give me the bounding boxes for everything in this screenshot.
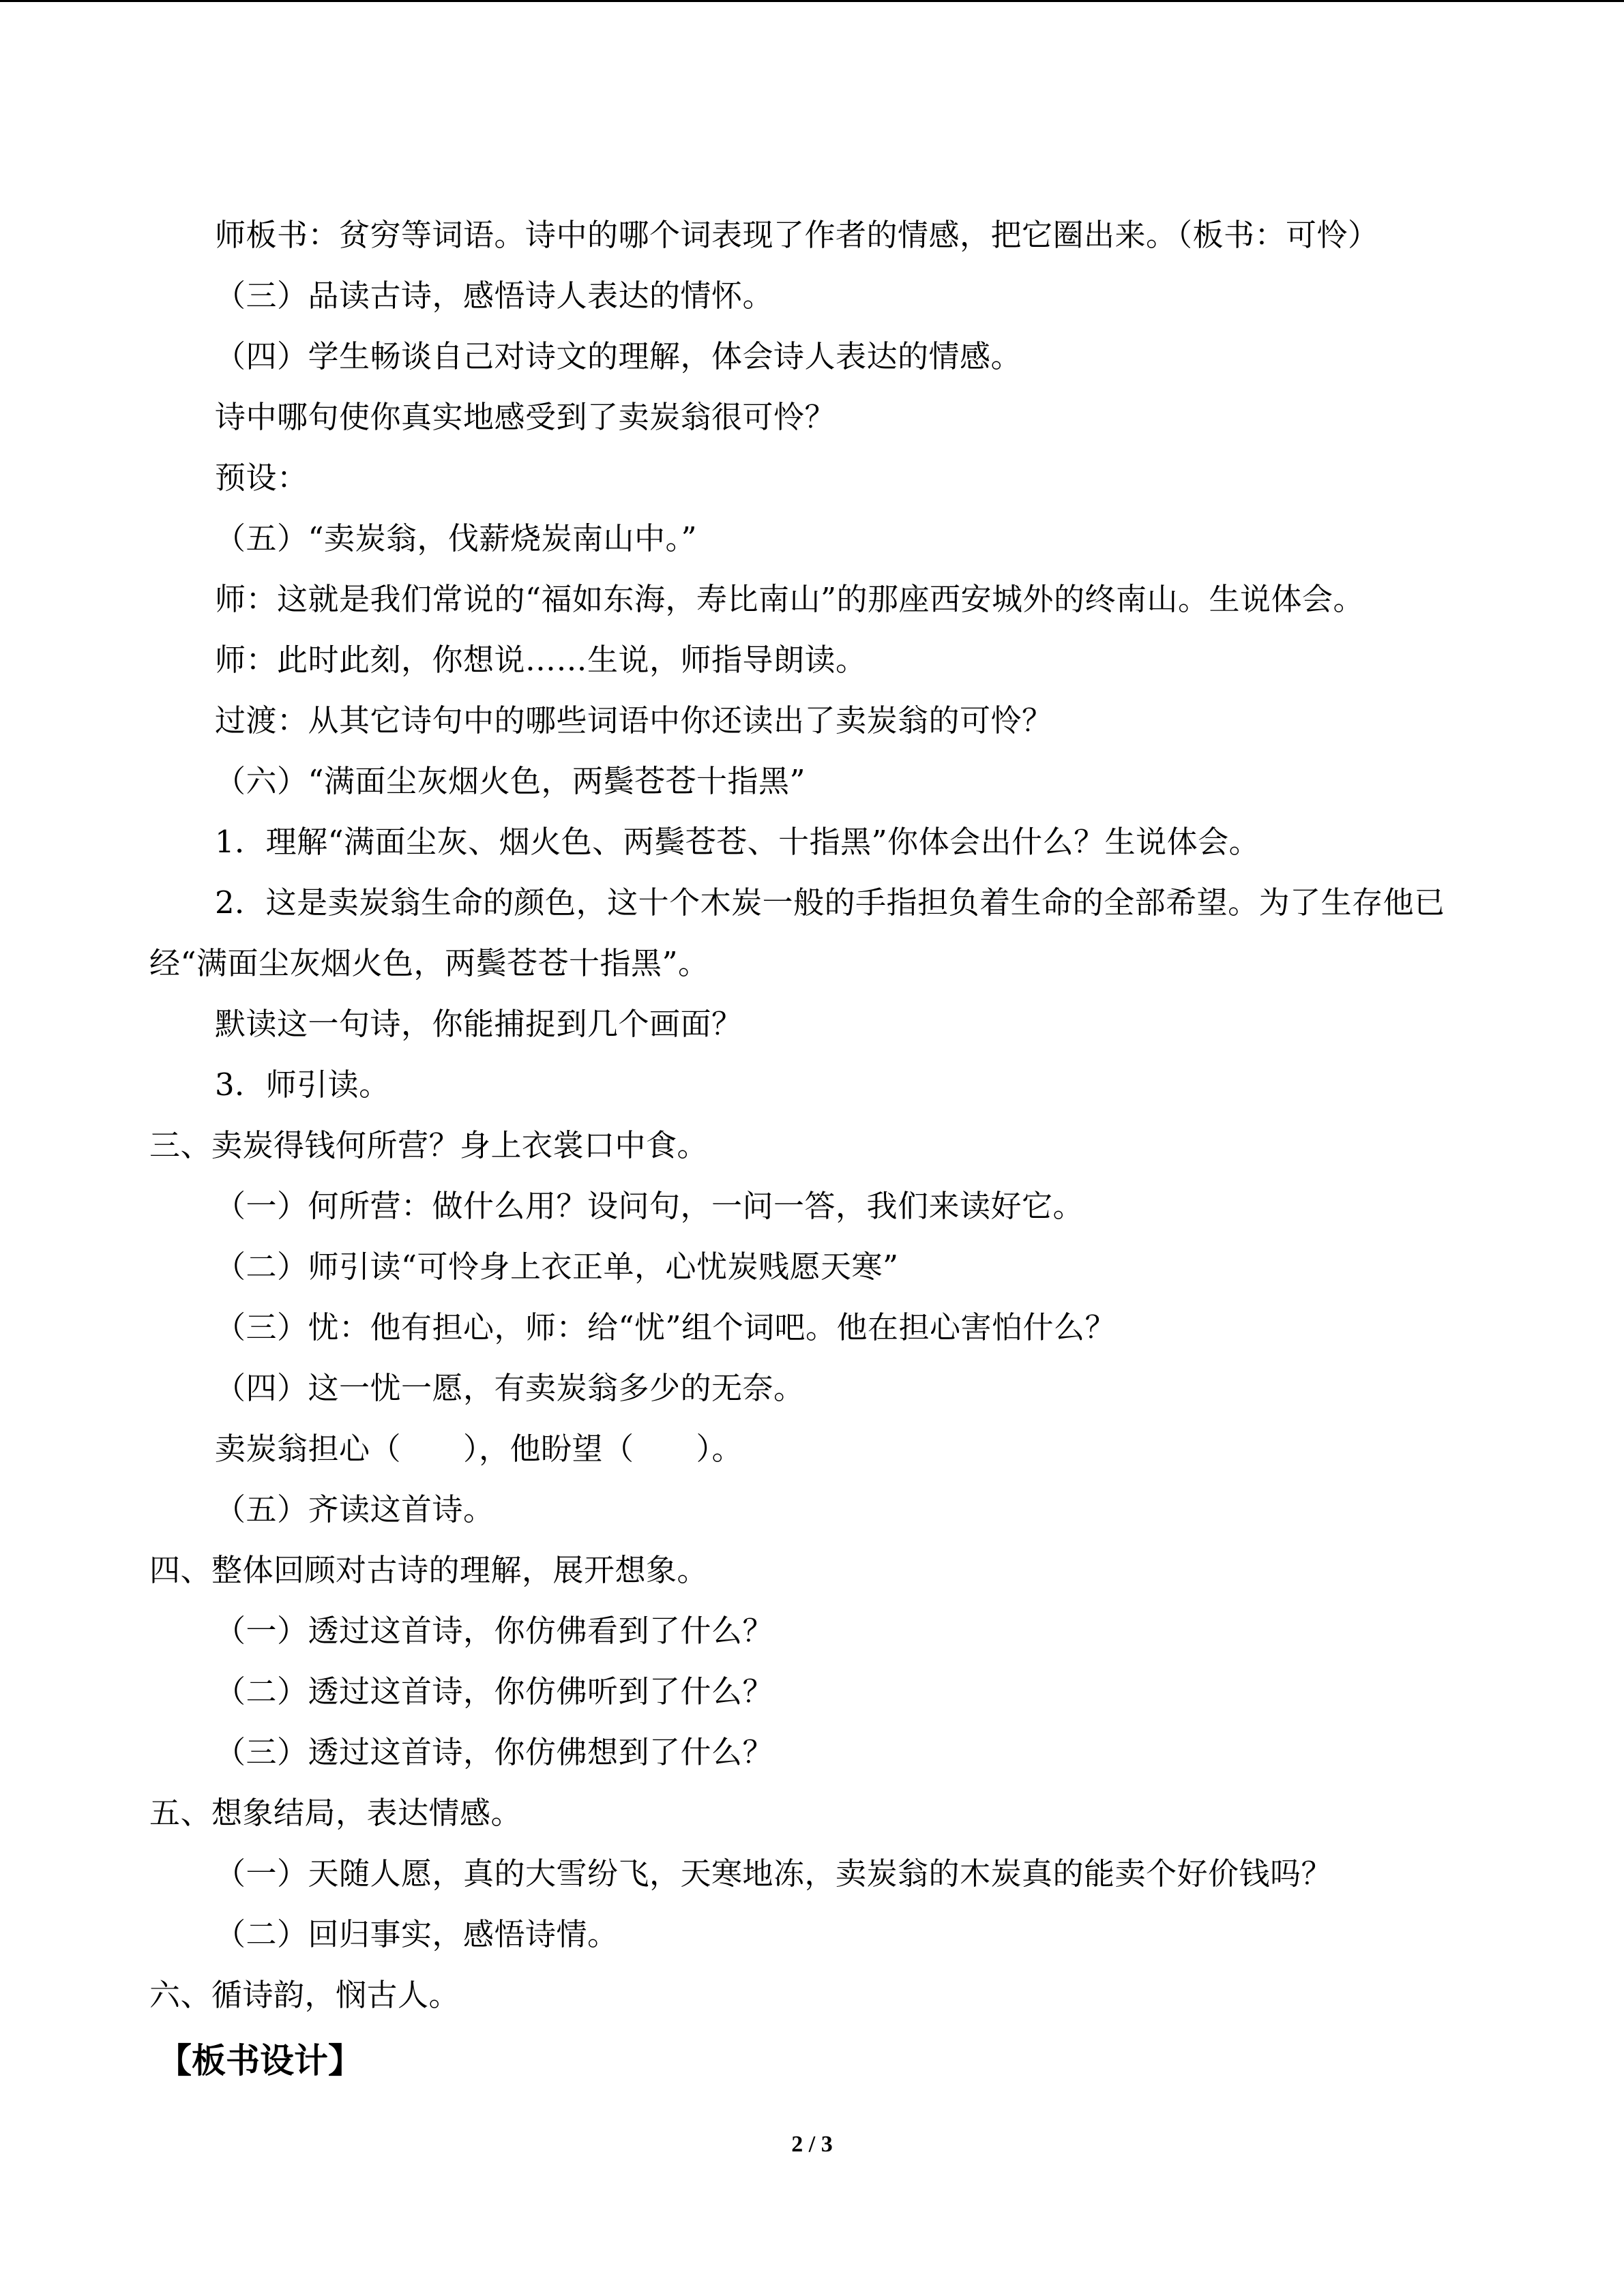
text-line: 预设：: [215, 460, 308, 496]
text-line: （五）齐读这首诗。: [215, 1491, 494, 1527]
text-line: 3．师引读。: [215, 1067, 390, 1103]
text-line: 师：此时此刻，你想说……生说，师指导朗读。: [215, 642, 867, 678]
text-line: 四、整体回顾对古诗的理解，展开想象。: [149, 1552, 709, 1588]
text-line: 六、循诗韵，悯古人。: [149, 1977, 460, 2013]
text-line: （三）品读古诗，感悟诗人表达的情怀。: [215, 278, 774, 314]
text-line: （五）“卖炭翁，伐薪烧炭南山中。”: [215, 520, 698, 556]
text-line: 过渡：从其它诗句中的哪些词语中你还读出了卖炭翁的可怜？: [215, 702, 1053, 739]
text-line: （三）透过这首诗，你仿佛想到了什么？: [215, 1734, 774, 1770]
page-number: 2 / 3: [791, 2132, 833, 2157]
text-line: 三、卖炭得钱何所营？身上衣裳口中食。: [149, 1127, 709, 1163]
text-line: 师：这就是我们常说的“福如东海，寿比南山”的那座西安城外的终南山。生说体会。: [215, 581, 1365, 617]
text-line: 卖炭翁担心（ ），他盼望（ ）。: [215, 1431, 743, 1467]
text-line: （二）回归事实，感悟诗情。: [215, 1916, 619, 1952]
text-line: 诗中哪句使你真实地感受到了卖炭翁很可怜？: [215, 399, 836, 435]
text-line: （一）透过这首诗，你仿佛看到了什么？: [215, 1613, 774, 1649]
text-line: （二）师引读“可怜身上衣正单，心忧炭贱愿天寒”: [215, 1249, 899, 1285]
text-line: （四）学生畅谈自己对诗文的理解，体会诗人表达的情感。: [215, 338, 1022, 374]
text-line: （六）“满面尘灰烟火色，两鬓苍苍十指黑”: [215, 763, 806, 799]
lesson-plan-text: [149, 205, 1476, 2025]
text-line: 五、想象结局，表达情感。: [149, 1795, 522, 1831]
text-line: （三）忧：他有担心，师：给“忧”组个词吧。他在担心害怕什么？: [215, 1309, 1117, 1345]
text-line: 师板书：贫穷等词语。诗中的哪个词表现了作者的情感，把它圈出来。（板书：可怜）: [215, 217, 1379, 253]
section-heading: 【板书设计】: [158, 2041, 362, 2081]
text-line: （二）透过这首诗，你仿佛听到了什么？: [215, 1673, 774, 1710]
text-line: （四）这一忧一愿，有卖炭翁多少的无奈。: [215, 1370, 805, 1406]
text-line: （一）天随人愿，真的大雪纷飞，天寒地冻，卖炭翁的木炭真的能卖个好价钱吗？: [215, 1855, 1333, 1892]
text-line: 2．这是卖炭翁生命的颜色，这十个木炭一般的手指担负着生命的全部希望。为了生存他已经“满面尘灰烟火色，两鬓苍苍十指黑”。: [149, 884, 1445, 981]
top-border-rule: [0, 0, 1624, 2]
text-line: 默读这一句诗，你能捕捉到几个画面？: [215, 1006, 743, 1042]
text-line: （一）何所营：做什么用？设问句，一问一答，我们来读好它。: [215, 1188, 1084, 1224]
document-body: [149, 205, 1476, 2081]
text-line: 1．理解“满面尘灰、烟火色、两鬓苍苍、十指黑”你体会出什么？生说体会。: [215, 824, 1260, 860]
